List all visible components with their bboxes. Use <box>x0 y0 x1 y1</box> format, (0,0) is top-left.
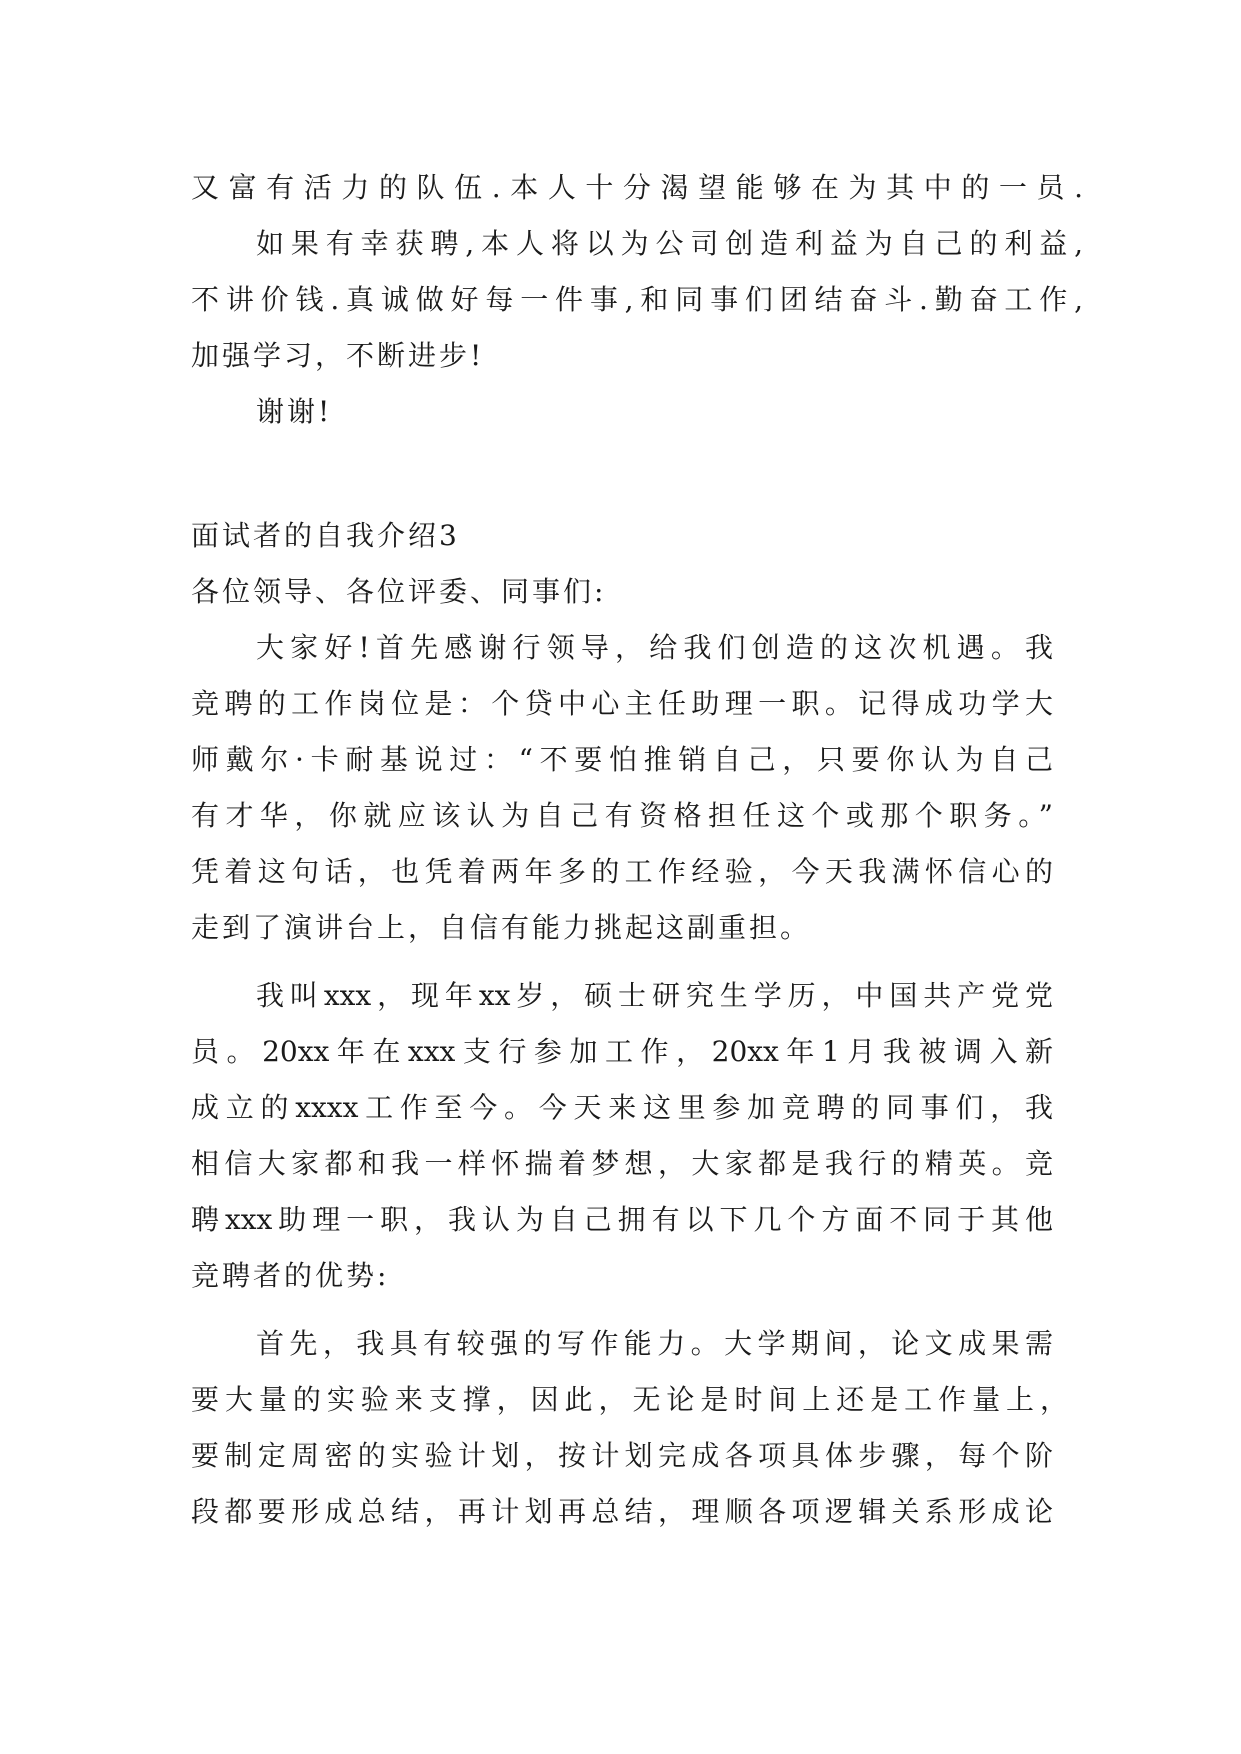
paragraph-line: 段都要形成总结，再计划再总结，理顺各项逻辑关系形成论 <box>191 1495 1053 1528</box>
paragraph-line: 加强学习，不断进步! <box>191 339 485 372</box>
paragraph-line: 师戴尔·卡耐基说过：“不要怕推销自己，只要你认为自己 <box>191 743 1053 776</box>
section-title: 面试者的自我介绍3 <box>191 519 460 552</box>
paragraph-line: 又富有活力的队伍.本人十分渴望能够在为其中的一员. <box>191 171 1083 204</box>
paragraph-line: 聘xxx助理一职，我认为自己拥有以下几个方面不同于其他 <box>191 1203 1053 1236</box>
paragraph-line: 要制定周密的实验计划，按计划完成各项具体步骤，每个阶 <box>191 1439 1053 1472</box>
salutation: 各位领导、各位评委、同事们: <box>191 575 607 608</box>
paragraph-line: 相信大家都和我一样怀揣着梦想，大家都是我行的精英。竞 <box>191 1147 1053 1180</box>
paragraph-line: 竞聘的工作岗位是：个贷中心主任助理一职。记得成功学大 <box>191 687 1053 720</box>
paragraph-line: 要大量的实验来支撑，因此，无论是时间上还是工作量上， <box>191 1383 1068 1416</box>
paragraph-line: 有才华，你就应该认为自己有资格担任这个或那个职务。” <box>191 799 1053 832</box>
paragraph-line: 首先，我具有较强的写作能力。大学期间，论文成果需 <box>256 1327 1053 1360</box>
paragraph-line: 如果有幸获聘,本人将以为公司创造利益为自己的利益, <box>256 227 1083 260</box>
paragraph-line: 成立的xxxx工作至今。今天来这里参加竞聘的同事们，我 <box>191 1091 1053 1124</box>
paragraph-line: 我叫xxx，现年xx岁，硕士研究生学历，中国共产党党 <box>256 979 1053 1012</box>
paragraph-line: 员。20xx年在xxx支行参加工作，20xx年1月我被调入新 <box>191 1035 1053 1068</box>
paragraph-line: 凭着这句话，也凭着两年多的工作经验，今天我满怀信心的 <box>191 855 1053 888</box>
paragraph-line: 竞聘者的优势: <box>191 1259 390 1292</box>
paragraph-line: 走到了演讲台上，自信有能力挑起这副重担。 <box>191 911 812 944</box>
closing-thanks: 谢谢! <box>256 395 333 428</box>
paragraph-line: 不讲价钱.真诚做好每一件事,和同事们团结奋斗.勤奋工作, <box>191 283 1083 316</box>
paragraph-line: 大家好!首先感谢行领导，给我们创造的这次机遇。我 <box>256 631 1053 664</box>
